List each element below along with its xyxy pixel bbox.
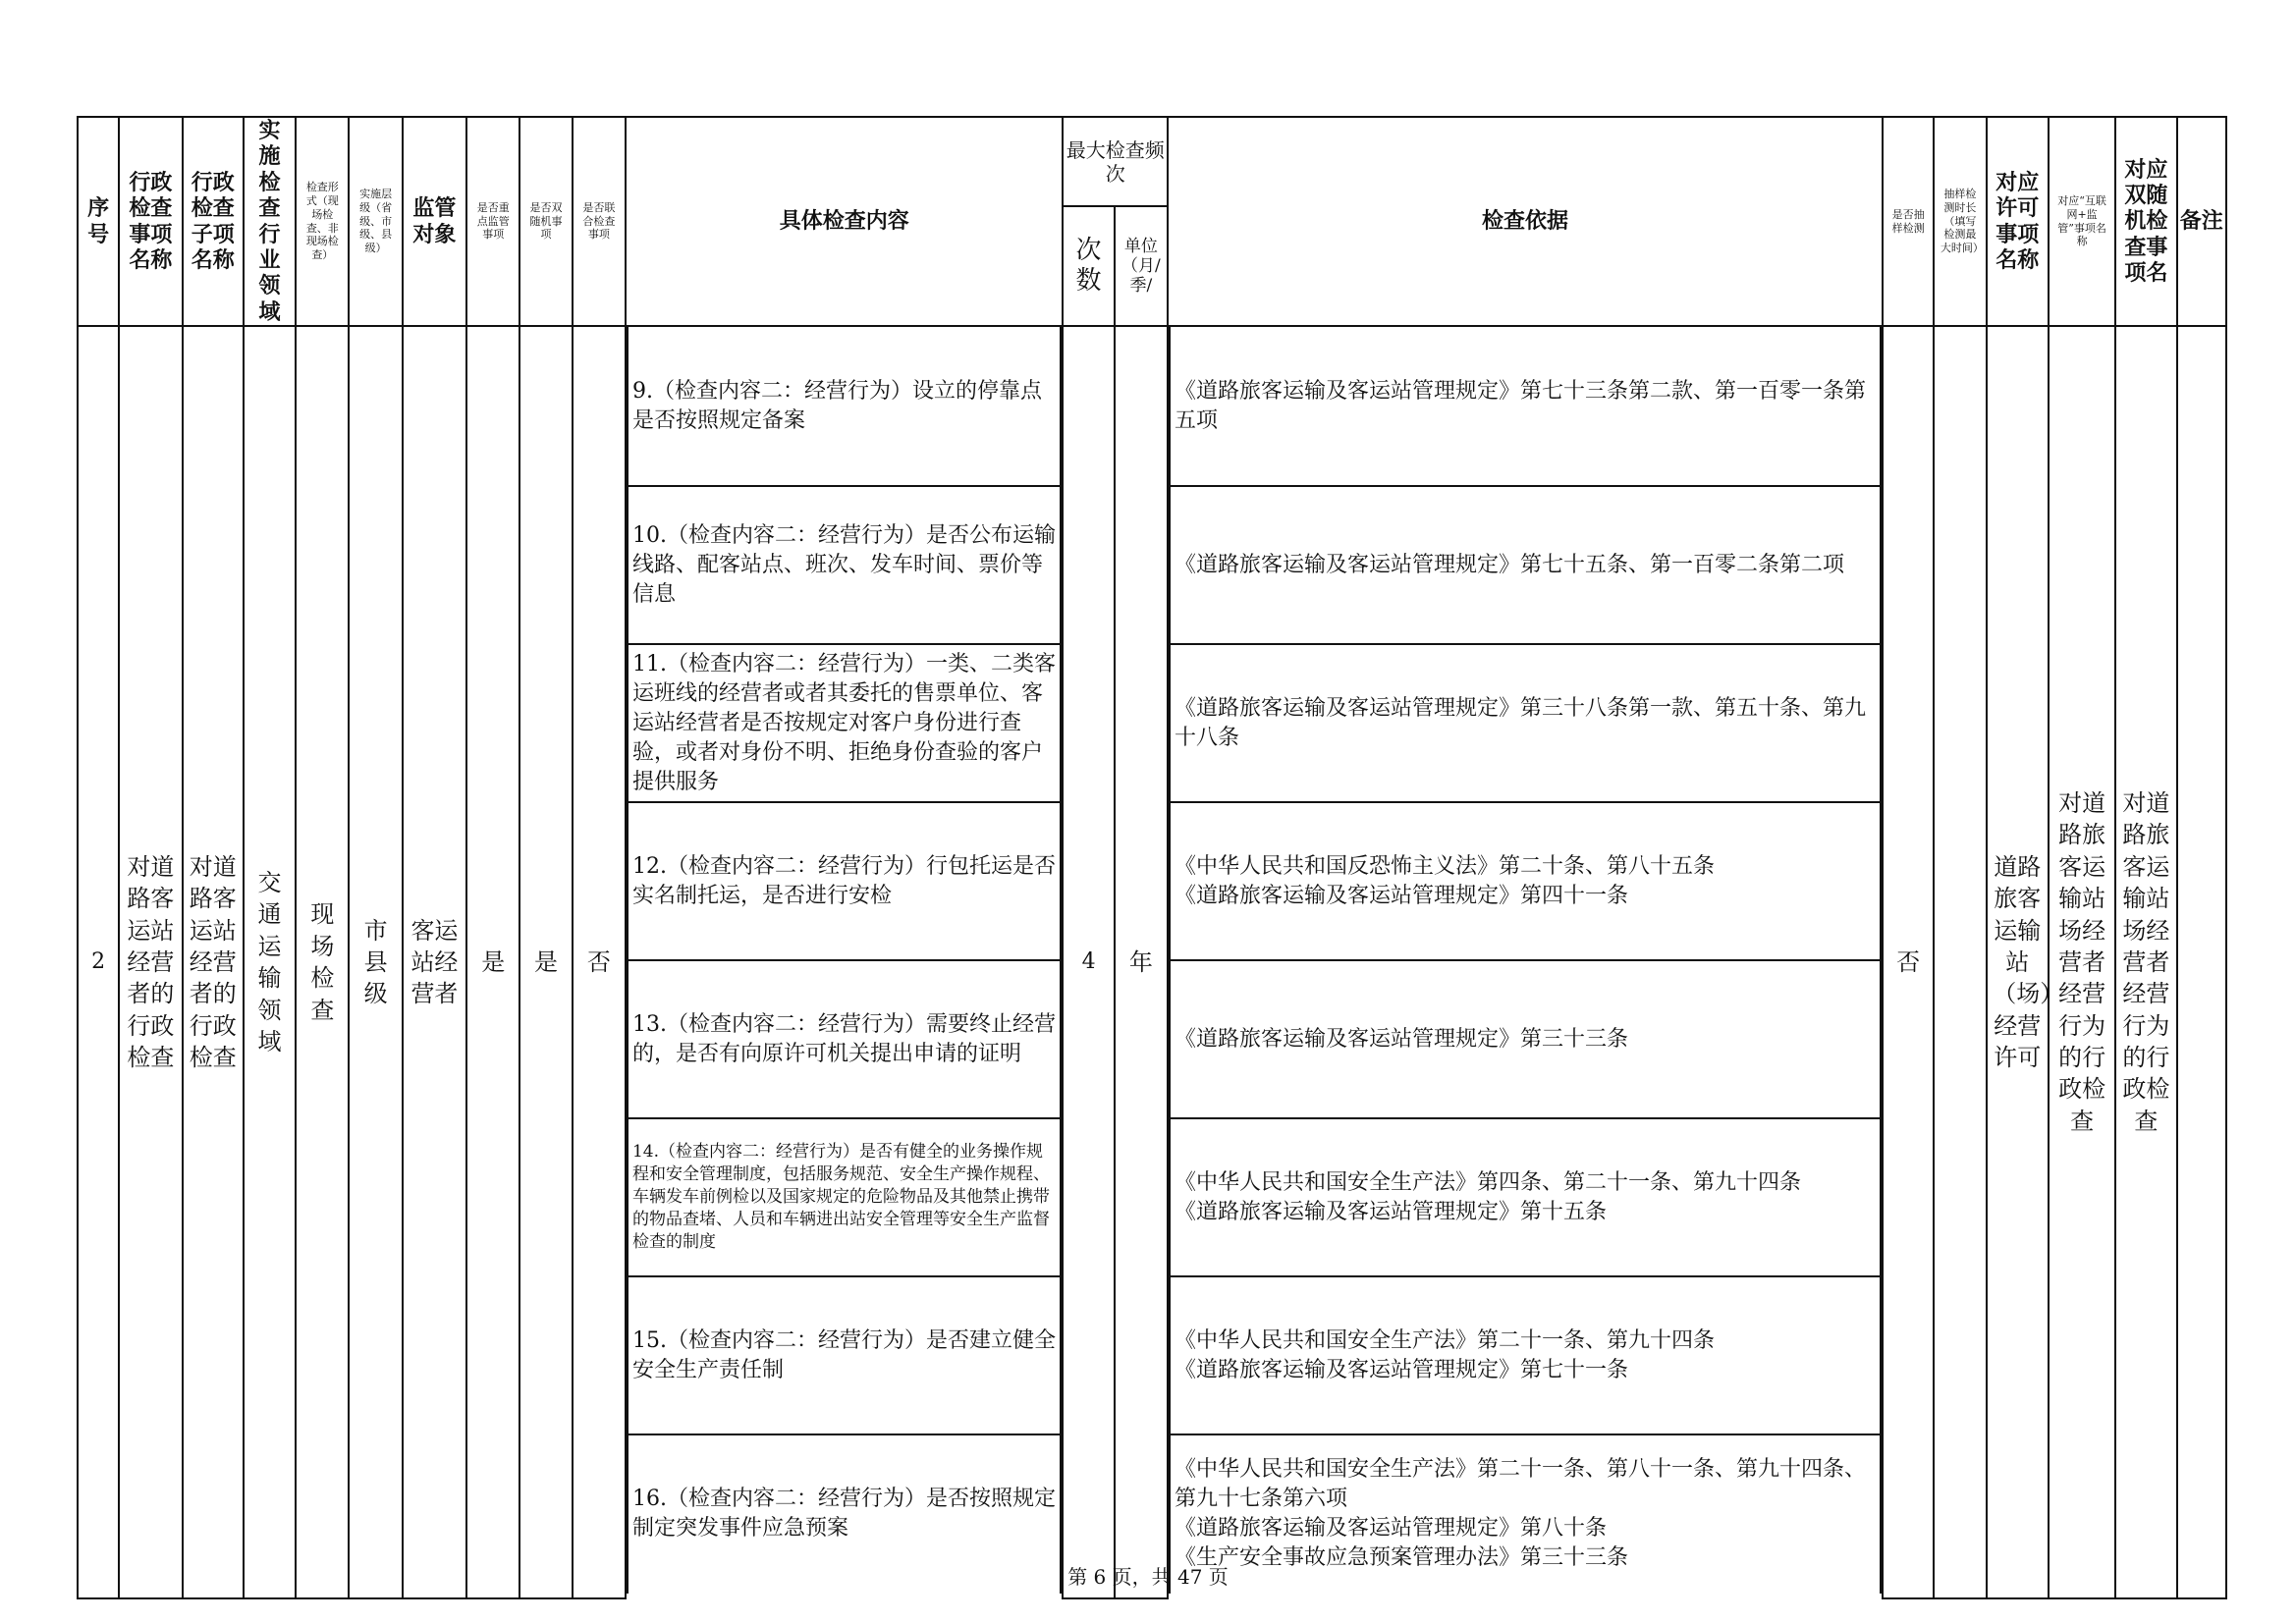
cell-sampling: 否 bbox=[1883, 326, 1934, 1598]
basis-item: 《道路旅客运输及客运站管理规定》第三十八条第一款、第五十条、第九十八条 bbox=[1171, 643, 1880, 801]
header-industry: 实施检查行业领域 bbox=[244, 117, 296, 326]
basis-item: 《中华人民共和国安全生产法》第四条、第二十一条、第九十四条 《道路旅客运输及客运站管理规定》第十五条 bbox=[1171, 1117, 1880, 1275]
header-seq: 序号 bbox=[78, 117, 119, 326]
content-item: 10.（检查内容二：经营行为）是否公布运输线路、配客站点、班次、发车时间、票价等信息 bbox=[629, 485, 1060, 643]
page-footer: 第 6 页，共 47 页 bbox=[1067, 1565, 1229, 1589]
content-item: 13.（检查内容二：经营行为）需要终止经营的，是否有向原许可机关提出申请的证明 bbox=[629, 959, 1060, 1117]
cell-seq: 2 bbox=[78, 326, 119, 1598]
content-item: 16.（检查内容二：经营行为）是否按照规定制定突发事件应急预案 bbox=[629, 1434, 1060, 1592]
header-unit: 单位（月/季/ bbox=[1115, 206, 1168, 326]
header-form: 检查形式（现场检查、非现场检查） bbox=[296, 117, 349, 326]
header-internet: 对应“互联网+监管”事项名称 bbox=[2049, 117, 2115, 326]
header-sub-item-name: 行政检查子项名称 bbox=[183, 117, 244, 326]
cell-object: 客运站经营者 bbox=[403, 326, 466, 1598]
cell-industry: 交通运输领域 bbox=[244, 326, 296, 1598]
header-times: 次数 bbox=[1063, 206, 1114, 326]
cell-times: 4 bbox=[1063, 326, 1114, 1598]
header-remark: 备注 bbox=[2177, 117, 2226, 326]
cell-item-name: 对道路客运站经营者的行政检查 bbox=[119, 326, 182, 1598]
cell-double-random: 对道路旅客运输站场经营者经营行为的行政检查 bbox=[2115, 326, 2176, 1598]
basis-item: 《道路旅客运输及客运站管理规定》第三十三条 bbox=[1171, 959, 1880, 1117]
header-double-random: 对应双随机检查事项名 bbox=[2115, 117, 2176, 326]
basis-item: 《中华人民共和国反恐怖主义法》第二十条、第八十五条 《道路旅客运输及客运站管理规定》第四十一条 bbox=[1171, 801, 1880, 959]
content-item: 9.（检查内容二：经营行为）设立的停靠点是否按照规定备案 bbox=[631, 378, 1042, 433]
cell-sub-item-name: 对道路客运站经营者的行政检查 bbox=[183, 326, 244, 1598]
cell-random: 是 bbox=[519, 326, 572, 1598]
cell-unit: 年 bbox=[1115, 326, 1168, 1598]
content-item: 14.（检查内容二：经营行为）是否有健全的业务操作规程和安全管理制度，包括服务规范、安全生产操作规程、车辆发车前例检以及国家规定的危险物品及其他禁止携带的物品查堵、人员和车辆进出站安全管理等安全生产监督检查的制度 bbox=[629, 1117, 1060, 1275]
cell-key: 是 bbox=[466, 326, 519, 1598]
header-basis: 检查依据 bbox=[1168, 117, 1883, 326]
header-max-freq: 最大检查频次 bbox=[1063, 117, 1168, 206]
header-level: 实施层级（省级、市级、县级） bbox=[349, 117, 402, 326]
cell-basis-list bbox=[1168, 326, 1883, 1598]
cell-permit: 道路旅客运输站（场）经营许可 bbox=[1987, 326, 2049, 1598]
cell-internet: 对道路旅客运输站场经营者经营行为的行政检查 bbox=[2049, 326, 2115, 1598]
cell-form: 现场检查 bbox=[296, 326, 349, 1598]
header-permit: 对应许可事项名称 bbox=[1987, 117, 2049, 326]
basis-item: 《中华人民共和国安全生产法》第二十一条、第九十四条 《道路旅客运输及客运站管理规定》第七十一条 bbox=[1171, 1275, 1880, 1434]
header-joint: 是否联合检查事项 bbox=[573, 117, 626, 326]
header-sampling-duration: 抽样检测时长（填写检测最大时间） bbox=[1934, 117, 1986, 326]
basis-item: 《道路旅客运输及客运站管理规定》第七十三条第二款、第一百零一条第五项 bbox=[1175, 378, 1867, 433]
basis-item: 《中华人民共和国安全生产法》第二十一条、第八十一条、第九十四条、第九十七条第六项 《道路旅客运输及客运站管理规定》第八十条 《生产安全事故应急预案管理办法》第三十三条 bbox=[1171, 1434, 1880, 1592]
header-random: 是否双随机事项 bbox=[519, 117, 572, 326]
cell-remark bbox=[2177, 326, 2226, 1598]
header-content: 具体检查内容 bbox=[626, 117, 1063, 326]
basis-item: 《道路旅客运输及客运站管理规定》第七十五条、第一百零二条第二项 bbox=[1171, 485, 1880, 643]
cell-level: 市县级 bbox=[349, 326, 402, 1598]
content-item: 15.（检查内容二：经营行为）是否建立健全安全生产责任制 bbox=[629, 1275, 1060, 1434]
cell-sampling-duration bbox=[1934, 326, 1986, 1598]
cell-joint: 否 bbox=[573, 326, 626, 1598]
header-key: 是否重点监管事项 bbox=[466, 117, 519, 326]
cell-content-list bbox=[626, 326, 1063, 1598]
header-sampling: 是否抽样检测 bbox=[1883, 117, 1934, 326]
header-object: 监管对象 bbox=[403, 117, 466, 326]
content-item: 11.（检查内容二：经营行为）一类、二类客运班线的经营者或者其委托的售票单位、客运站经营者是否按规定对客户身份进行查验，或者对身份不明、拒绝身份查验的客户提供服务 bbox=[629, 643, 1060, 801]
inspection-table bbox=[77, 116, 2227, 1599]
header-item-name: 行政检查事项名称 bbox=[119, 117, 182, 326]
content-item: 12.（检查内容二：经营行为）行包托运是否实名制托运，是否进行安检 bbox=[629, 801, 1060, 959]
